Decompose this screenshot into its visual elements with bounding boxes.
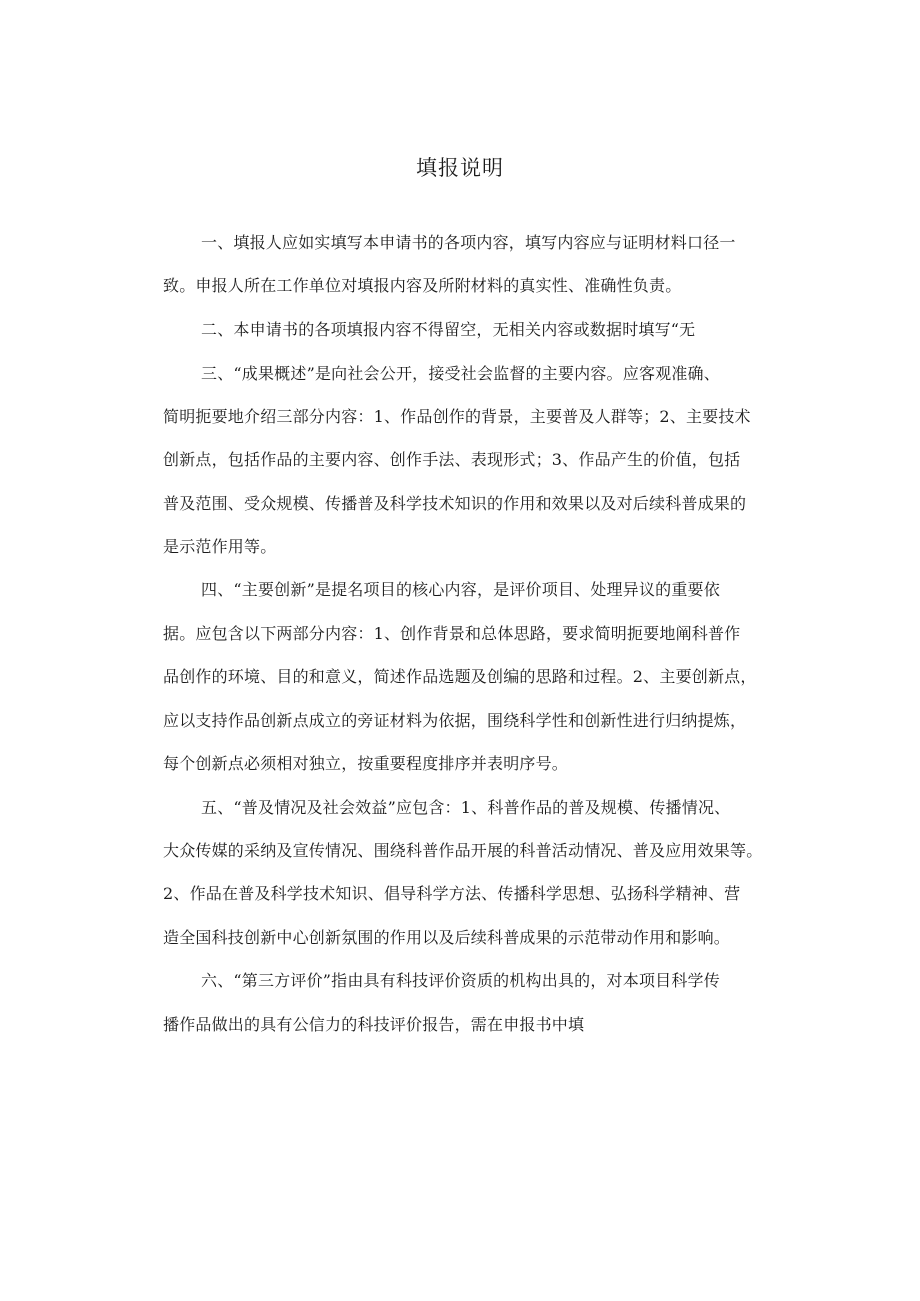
paragraph-3-line-1: 三、“成果概述”是向社会公开，接受社会监督的主要内容。应客观准确、	[201, 364, 720, 383]
paragraph-4-line-3: 品创作的环境、目的和意义，简述作品选题及创编的思路和过程。2、主要创新点，	[163, 667, 757, 686]
paragraph-5-line-2: 大众传媒的采纳及宣传情况、围绕科普作品开展的科普活动情况、普及应用效果等。	[163, 841, 763, 860]
paragraph-3-line-5: 是示范作用等。	[163, 537, 277, 556]
paragraph-4-line-5: 每个创新点必须相对独立，按重要程度排序并表明序号。	[163, 754, 569, 773]
paragraph-4-line-2: 据。应包含以下两部分内容：1、创作背景和总体思路，要求简明扼要地阐科普作	[163, 624, 741, 643]
paragraph-4-line-4: 应以支持作品创新点成立的旁证材料为依据，围绕科学性和创新性进行归纳提炼，	[163, 711, 747, 730]
paragraph-2-line-1: 二、本申请书的各项填报内容不得留空，无相关内容或数据时填写“无	[201, 320, 696, 339]
paragraph-4-line-1: 四、“主要创新”是提名项目的核心内容，是评价项目、处理异议的重要依	[201, 580, 720, 599]
paragraph-3-line-2: 简明扼要地介绍三部分内容：1、作品创作的背景，主要普及人群等；2、主要技术	[163, 407, 751, 426]
page-title: 填报说明	[416, 156, 504, 180]
paragraph-5-line-4: 造全国科技创新中心创新氛围的作用以及后续科普成果的示范带动作用和影响。	[163, 928, 731, 947]
paragraph-6-line-1: 六、“第三方评价”指由具有科技评价资质的机构出具的，对本项目科学传	[201, 971, 720, 990]
paragraph-5-line-3: 2、作品在普及科学技术知识、倡导科学方法、传播科学思想、弘扬科学精神、营	[163, 884, 741, 903]
paragraph-3-line-4: 普及范围、受众规模、传播普及科学技术知识的作用和效果以及对后续科普成果的	[163, 494, 747, 513]
paragraph-5-line-1: 五、“普及情况及社会效益”应包含：1、科普作品的普及规模、传播情况、	[201, 798, 731, 817]
paragraph-3-line-3: 创新点，包括作品的主要内容、创作手法、表现形式；3、作品产生的价值，包括	[163, 450, 741, 469]
paragraph-1-line-1: 一、填报人应如实填写本申请书的各项内容，填写内容应与证明材料口径一	[201, 233, 736, 252]
paragraph-1-line-2: 致。申报人所在工作单位对填报内容及所附材料的真实性、准确性负责。	[163, 276, 682, 295]
paragraph-6-line-2: 播作品做出的具有公信力的科技评价报告，需在申报书中填	[163, 1015, 585, 1034]
